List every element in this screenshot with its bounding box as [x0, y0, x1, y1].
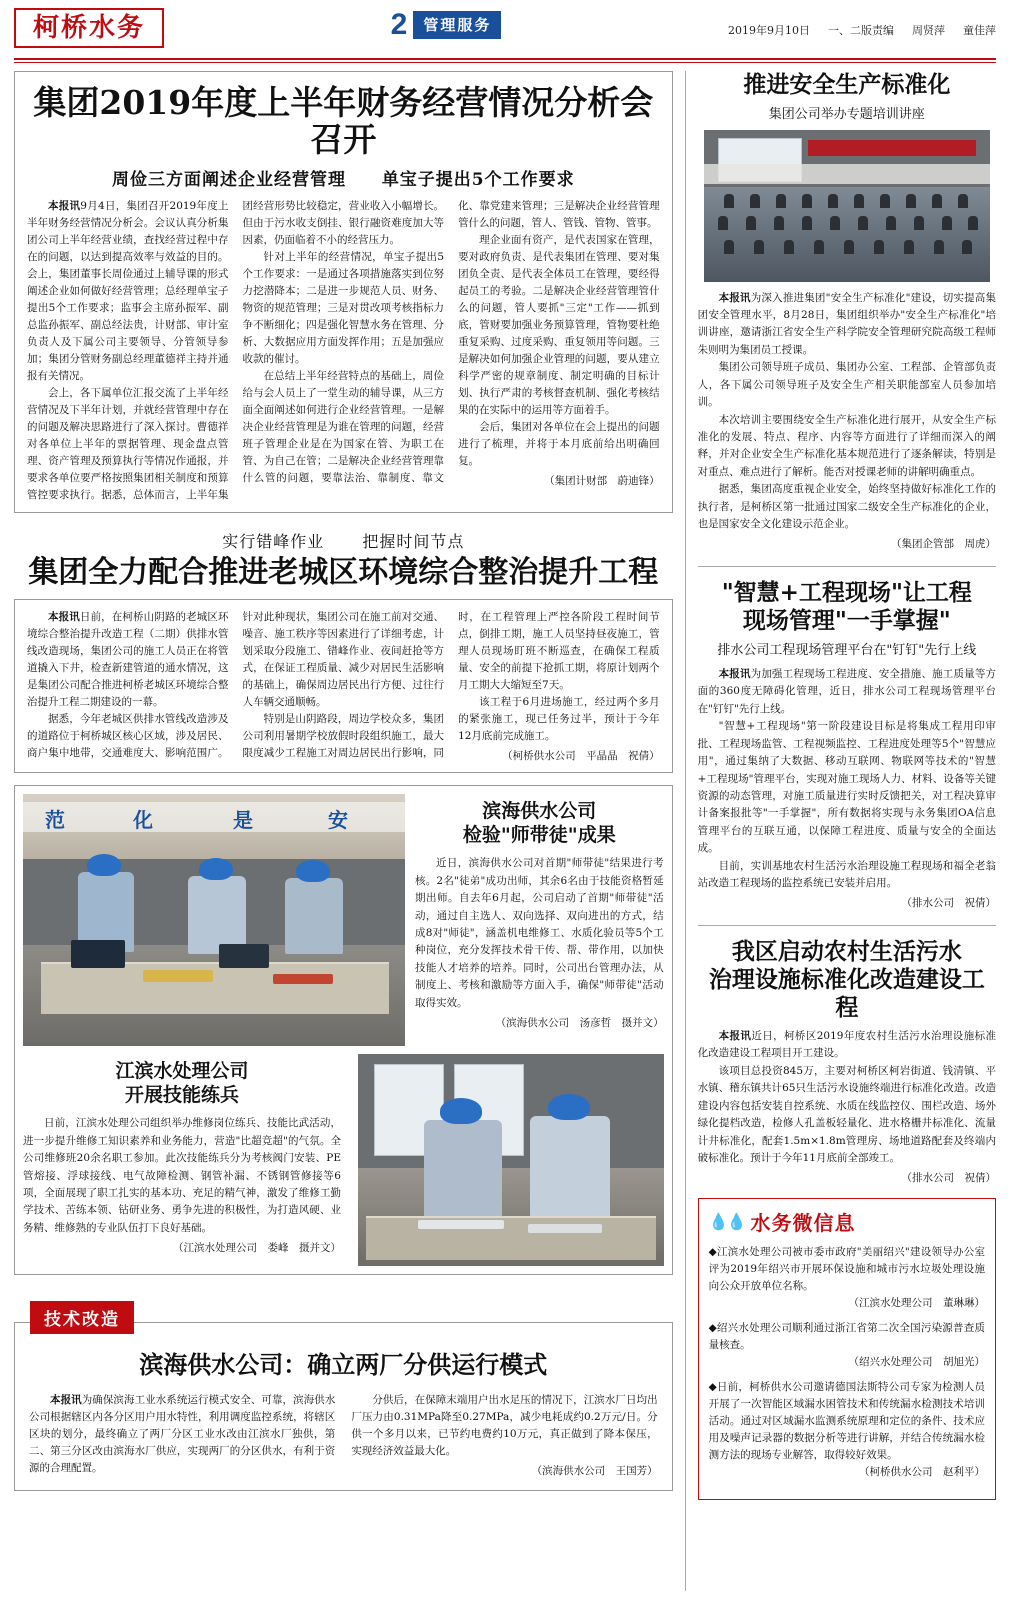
right-article-3-paragraph-text: 近日，柯桥区2019年度农村生活污水治理设施标准化改造建设工程项目开工建设。	[697, 1030, 996, 1060]
right-article-1-subhead: 集团公司举办专题培训讲座	[768, 106, 925, 122]
micro-info-item-text: ◆日前，柯桥供水公司邀请德国法斯特公司专家为检测人员开展了一次智能区域漏水困管技术和传统漏水检测技术培训活动。通过对区域漏水监测系统原理和定位的条件、技术应用及噪声记录器的数据分析等进行讲解，并结合传统漏水检测方法的现场专业解答，取得较好效果。	[708, 1380, 985, 1461]
masthead	[14, 8, 996, 56]
photo-pipe-part	[273, 974, 333, 984]
photo-pipe-part	[528, 1224, 602, 1233]
lead-paragraph-text: 9月4日，集团召开2019年度上半年财务经营情况分析会。会议认真分析集团公司上半年经营业绩，查找经营过程中存在的问题，以达到提高效率与效益的目的。会上，集团董事长周俭通过上辅导课的形式阐述企业如何做好经营管理；总经理单宝子提出5个工作要求；监事会主席孙振军、副总监孙振军、副总经法贵，计财部、审计室负责人及下属公司主要领导、分管领导参加；集团分管财务副总经理董德祥主持并通报有关情况。	[27, 200, 229, 383]
divider	[698, 566, 996, 567]
lead-subhead-left: 周俭三方面阐述企业经营管理	[111, 170, 346, 191]
photo-banner-char: 是	[233, 807, 253, 832]
editor-name-2: 童佳萍	[963, 24, 996, 37]
micro-info-title: 水务微信息	[750, 1210, 856, 1235]
lead-headline: 集团2019年度上半年财务经营情况分析会召开	[33, 82, 654, 160]
micro-info-header	[709, 1207, 985, 1236]
right-article-1-body	[698, 290, 996, 554]
lead-subhead	[27, 165, 660, 190]
feature-2-text	[23, 1054, 341, 1266]
editor-name-1: 周贤萍	[912, 24, 945, 37]
photo-helmet	[296, 860, 330, 882]
feature-1-body	[415, 855, 664, 1032]
right-article-1-paragraph: 本次培训主要围绕安全生产标准化进行展开，从安全生产标准化的发展、特点、程序、内容等方面进行了详细而深入的阐释，并对企业安全生产标准化基本规范进行了逐条解读，特别是对重点、难点进行了解析。能否对授课老师的讲解明确重点。	[697, 413, 996, 478]
right-article-2-headline-line2: 现场管理"一手掌握"	[742, 606, 951, 634]
photo-helmet	[440, 1098, 482, 1124]
publication-date: 2019年9月10日	[728, 24, 810, 37]
feature-2-headline-line2: 开展技能练兵	[124, 1083, 239, 1106]
feature-row-2	[23, 1054, 664, 1266]
feature-1-paragraph: 近日，滨海供水公司对首期"师带徒"结果进行考核。2名"徒弟"成功出师，其余6名由于技能资格暂延期出师。自去年6月起，公司启动了首期"师带徒"活动，通过自主选人、双向选择、双向进出的方式，结成8对"师徒"，涵盖机电维修工、水质化验员等5个工种岗位，充分发挥技术骨干传、帮、带作用，以加快技能人才培养的培养。同时，公司出台管理办法，从制度上、考核和激励等方面入手，确保"师带徒"活动取得实效。	[415, 857, 664, 1009]
right-article-1-paragraph	[698, 290, 996, 360]
lead-subhead-right: 单宝子提出5个工作要求	[381, 170, 575, 191]
micro-info-item-text: ◆江滨水处理公司被市委市政府"美丽绍兴"建设领导办公室评为2019年绍兴市开展环保设施和城市污水垃圾处理设施向公众开放单位名称。	[708, 1245, 985, 1292]
tech-section	[14, 1289, 673, 1491]
feature-2-byline: （江滨水处理公司 娄峰 摄并文）	[173, 1242, 341, 1255]
feature-1-byline: （滨海供水公司 汤彦哲 摄并文）	[495, 1017, 664, 1030]
photo-feature-block	[14, 785, 673, 1275]
second-paragraph: 特别是山阴路段，周边学校众多，集团公司利用暑期学校放假时段组织施工，最大限度减少工程施工对周边居民出行影响，同时，在工程管理上严控各阶段工程时间节点，倒排工期，施工人员坚持昼夜施工，管理人员现场盯班不断巡查，在确保工程质量、安全的前提下抢抓工期，将原计划两个月工期大大缩短至7天。	[242, 610, 660, 759]
right-article-2-tag: 本报讯	[718, 667, 751, 680]
second-kicker	[14, 529, 673, 552]
right-article-2-paragraph-text: 为加强工程现场工程进度、安全措施、施工质量等方面的360度无障碍化管理，近日，排水公司工程现场管理平台在"钉钉"先行上线。	[697, 667, 997, 715]
tech-paragraph: 分供后，在保障末端用户出水足压的情况下，江滨水厂日均出厂压力由0.31MPa降至0.27MPa，减少电耗成约0.2万元/日。分供一个多月以来，已节约电费约10万元，真正做到了降本保压，实现经济效益最大化。	[351, 1393, 658, 1457]
right-article-3-headline-line2: 治理设施标准化改造建设工程	[708, 965, 985, 1021]
second-article	[14, 599, 673, 773]
right-article-1-byline: （集团企管部 周虎）	[891, 538, 996, 551]
right-article-2-paragraph: 目前，实训基地农村生活污水治理设施工程现场和福全老翁站改造工程现场的监控系统已安装并启用。	[697, 859, 996, 890]
tech-byline: （滨海供水公司 王国芳）	[531, 1464, 658, 1477]
feature-1-headline	[415, 800, 664, 848]
right-article-3-headline-line1: 我区启动农村生活污水	[731, 937, 962, 965]
photo-table	[41, 962, 389, 1014]
masthead-rule	[14, 58, 996, 60]
right-article-2-paragraph: "智慧+工程现场"第一阶段建设目标是将集成工程用印审批、工程现场监管、工程视频监控、工程进度处理等5个"智慧应用"，通过集纳了大数据、移动互联网、物联网等技术的"智慧+工程现场"管理平台，实现对施工现场人力、材料、设备等关键资源的动态管理，对施工质量进行实时反馈把关，对工程决算审计备案报批等"一手掌握"，所有数据将实现与永务集团OA信息管理平台的互联互通，以保障工程进度、质量与安全的全面达成。	[697, 720, 996, 855]
right-article-2-headline	[698, 579, 996, 635]
right-column	[685, 71, 996, 1591]
tech-headline: 滨海供水公司：确立两厂分供运行模式	[139, 1349, 548, 1379]
photo-shitudi-assessment	[23, 794, 405, 1046]
second-headline: 集团全力配合推进老城区环境综合整治提升工程	[28, 555, 659, 591]
micro-info-item	[709, 1320, 985, 1371]
tech-article	[14, 1322, 673, 1491]
feature-1-text	[415, 794, 664, 1046]
section-name: 管理服务	[413, 11, 501, 39]
lead-paragraph: 针对上半年的经营情况，单宝子提出5个工作要求：一是通过各项措施落实到位努力挖潜降本；二是进一步规范人员、财务、物资的规范管理；三是对贯改项考核指标力争不断细化；四是强化智慧水务在管理、分析、大数据应用方面发挥作用；五是加强应收款的催讨。	[242, 251, 445, 366]
photo-helmet	[87, 854, 121, 876]
photo-pipe-part	[418, 1220, 504, 1229]
photo-banner-char: 安	[328, 807, 348, 832]
feature-2-paragraph: 日前，江滨水处理公司组织举办维修岗位练兵、技能比武活动，进一步提升维修工知识素养和业务能力，营造"比超竞超"的气氛。全公司维修班20余名职工参加。此次技能练兵分为考核阀门安装、PE管熔接、浮球接线、电气故障检测、钢管补漏、不锈钢管修接等6项，全面展现了职工扎实的基本功、充足的精气神，激发了维修工勤学技术、苦练本领、钻研业务、勇争先进的积极性，为打造风硬、业务精、维修熟的专业队伍打下良好基础。	[23, 1117, 341, 1234]
second-body	[27, 609, 660, 765]
lead-paragraph	[27, 198, 229, 385]
right-article-1-paragraph: 据悉，集团高度重视企业安全，始终坚持做好标准化工作的执行者，是柯桥区第一批通过国家二级安全生产标准化的企业，也是国家安全文化建设示范企业。	[697, 483, 996, 531]
photo-table	[366, 1216, 656, 1260]
tech-body	[29, 1392, 658, 1480]
right-article-3-paragraph	[698, 1028, 996, 1063]
tech-paragraph-text: 为确保滨海工业水系统运行模式安全、可靠，滨海供水公司根据辖区内各分区用户用水特性，利用调度监控系统，将辖区区块的划分，最终确立了两厂分区工业水改由江滨水厂独供，第二、第三分区改由滨海水厂供应，实现两厂的分区供水，有利于资源的合理配置。	[29, 1393, 336, 1474]
lead-paragraph: 理企业面有资产，是代表国家在管理，要对政府负责、是代表集团在管理、要对集团负全责、是代表全体员工在管理，要经得起员工的考验。二是解决企业经营管理管什么的问题，管人要抓"三定"工作——抓到底，管财要加强业务预算管理，管物要杜绝重复采购、过度采购、重复领用等问题。三是解决如何加强企业管理的问题，要从建立科学严密的规章制度、制定明确的目标计划、执行严肃的考核督查机制、强化考核结果的在实际中的运用等方面着手。	[458, 234, 660, 417]
right-article-2-headline-line1: "智慧+工程现场"让工程	[721, 578, 972, 606]
second-paragraph: 该工程于6月进场施工，经过两个多月的紧张施工，现已任务过半，预计于今年12月底前完成施工。	[458, 695, 660, 742]
right-article-2-body	[698, 666, 996, 913]
masthead-rule-thin	[14, 62, 996, 63]
lead-tag: 本报讯	[48, 200, 81, 213]
lead-paragraph: 在总结上半年经营特点的基础上，周俭给与会人员上了一堂生动的辅导课，从三方面全面阐述如何进行企业经营管理。一是解决企业经营管理是为谁在管理的问题，经营班子管理企业是在为国家在管、为职工在管、为自己在管；二是解决企业经营管理靠什么管的问题，要靠法治、靠制度、靠文化、靠党建来管理；三是解决企业经营管理管什么的问题，管人、管钱、管物、管事。	[242, 200, 660, 485]
micro-info-item-byline: （柯桥供水公司 赵利平）	[859, 1465, 985, 1478]
photo-helmet	[548, 1094, 590, 1120]
water-drop-icon: 💧💧	[708, 1211, 745, 1231]
photo-skill-drill	[358, 1054, 664, 1266]
right-article-1-headline: 推进安全生产标准化	[743, 70, 951, 98]
photo-pipe-part	[143, 970, 213, 982]
lead-paragraph: 会后，集团对各单位在会上提出的问题进行了梳理，并将于本月底前给出明确回复。	[458, 421, 660, 468]
left-column	[14, 71, 673, 1591]
publication-logo	[14, 8, 164, 48]
tech-tag: 本报讯	[50, 1393, 82, 1406]
masthead-meta	[728, 22, 996, 38]
right-article-2-subhead: 排水公司工程现场管理平台在"钉钉"先行上线	[717, 642, 977, 658]
feature-row-1	[23, 794, 664, 1046]
photo-safety-training-seminar	[704, 130, 990, 282]
photo-worker	[424, 1120, 502, 1220]
tech-label: 技术改造	[30, 1301, 134, 1334]
lead-paragraph: 会上，各下属单位汇报交流了上半年经营情况及下半年计划，并就经营管理中存在的问题及解决思路进行了深入探讨。曹德祥对各单位上半年的票据管理、现金盘点管理、资产管理及预算执行等情况作通报，并要求各单位要严格按照集团相关制度和预算管控要求执行。据悉，总体而言，上半年集团经营形势比较稳定，营业收入小幅增长。但由于污水收支倒挂、银行融资难度加大等因素，仍面临着不小的经营压力。	[27, 200, 445, 502]
right-article-3-paragraph: 该项目总投资845万，主要对柯桥区柯岩街道、钱清镇、平水镇、稽东镇共计65只生活污水设施终端进行标准化改造。改造建设内容包括安装自控系统、水质在线监控仪、围栏改造、场外绿化提档改造，检修人孔盖板轻量化、进水格栅井标准化、流量计井标准化，配套1.5m×1.8m管理房、场地道路配套及终端内破标准化。预计于今年11月底前全部竣工。	[697, 1064, 996, 1164]
feature-1-headline-line2: 检验"师带徒"成果	[462, 823, 616, 846]
second-paragraph	[27, 609, 229, 711]
lead-article	[14, 71, 673, 514]
lead-byline: （集团计财部 蔚迪锋）	[544, 475, 660, 488]
micro-info-box	[698, 1198, 996, 1500]
right-article-1-paragraph-text: 为深入推进集团"安全生产标准化"建设，切实提高集团安全管理水平，8月28日，集团组织举办"安全生产标准化"培训讲座，邀请浙江省安全生产科学院安全管理研究院高级工程师朱则明为集团员工授课。	[697, 291, 996, 356]
micro-info-item	[709, 1244, 985, 1312]
micro-info-item-byline: （绍兴水处理公司 胡旭光）	[848, 1355, 985, 1368]
photo-toolbox	[219, 944, 269, 968]
photo-banner-char: 化	[133, 807, 153, 832]
photo-worker	[188, 876, 246, 954]
right-article-2-paragraph	[698, 666, 996, 718]
second-paragraph: 据悉，今年老城区供排水管线改造涉及的道路位于柯桥城区核心区域，涉及居民、商户集中地带，交通难度大、影响范围广。针对此种现状，集团公司在施工前对交通、噪音、施工秩序等因素进行了详细考虑，计划采取分段施工、错峰作业、夜间赶抢等方式，在保证工程质量、减少对居民生活影响的基础上，确保周边居民出行方便、过往行人车辆交通顺畅。	[27, 610, 445, 759]
right-article-1-paragraph: 集团公司领导班子成员、集团办公室、工程部、企管部负责人，各下属公司领导班子及安全生产相关职能部室人员参加培训。	[697, 361, 996, 409]
photo-worker	[285, 878, 343, 954]
section-indicator	[164, 10, 728, 40]
editor-label: 一、二版责编	[828, 24, 894, 37]
photo-toolbox	[71, 940, 125, 968]
right-article-3-tag: 本报讯	[718, 1030, 752, 1043]
feature-2-headline	[23, 1060, 341, 1108]
right-article-3-body	[698, 1028, 996, 1188]
second-kicker-right: 把握时间节点	[362, 532, 465, 552]
page-number: 2	[390, 8, 408, 41]
micro-info-item	[709, 1379, 985, 1481]
second-kicker-left: 实行错峰作业	[222, 532, 325, 552]
feature-2-headline-line1: 江滨水处理公司	[115, 1059, 249, 1082]
micro-info-item-text: ◆绍兴水处理公司顺利通过浙江省第二次全国污染源普查质量核查。	[708, 1321, 985, 1351]
right-article-2-byline: （排水公司 祝倩）	[901, 897, 996, 910]
right-article-3-byline: （排水公司 祝倩）	[901, 1172, 996, 1185]
divider	[698, 925, 996, 926]
second-paragraph-text: 日前，在柯桥山阴路的老城区环境综合整治提升改造工程（二期）供排水管线改造现场，集团公司的施工人员正在将管道撬入下井，检查新建管道的通水情况，这是集团公司配合推进柯桥老城区环境综合整治提升工程二期建设的一幕。	[27, 610, 229, 708]
feature-1-headline-line1: 滨海供水公司	[482, 799, 597, 822]
photo-helmet	[199, 858, 233, 880]
second-tag: 本报讯	[48, 610, 80, 623]
logo-text: 柯桥水务	[32, 13, 145, 43]
right-article-3-headline	[698, 938, 996, 1022]
page-body	[14, 71, 996, 1591]
feature-2-body	[23, 1115, 341, 1257]
micro-info-item-byline: （江滨水处理公司 董琳琳）	[848, 1296, 985, 1309]
right-article-1-tag: 本报讯	[718, 291, 751, 304]
photo-banner-char: 范	[45, 807, 65, 832]
second-byline: （柯桥供水公司 平晶晶 祝倩）	[502, 749, 660, 762]
lead-body	[27, 198, 660, 504]
photo-worker	[530, 1116, 610, 1220]
photo-red-banner	[808, 140, 976, 156]
tech-paragraph	[29, 1392, 335, 1477]
